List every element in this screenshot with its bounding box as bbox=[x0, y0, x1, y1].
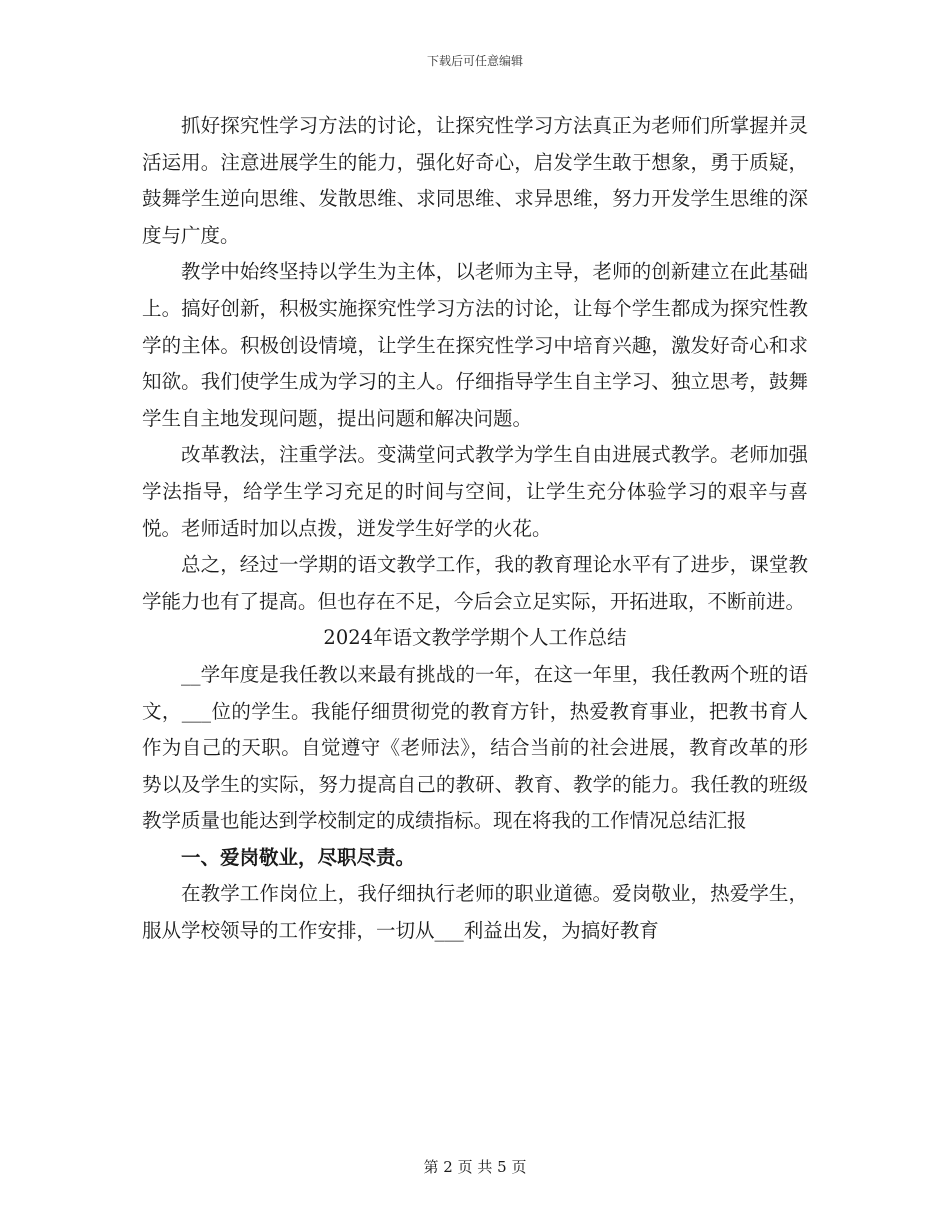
page-header: 下载后可任意编辑 bbox=[426, 54, 523, 68]
page-footer: 第 2 页 共 5 页 bbox=[423, 1158, 527, 1176]
body-paragraph: 在教学工作岗位上，我仔细执行老师的职业道德。爱岗敬业，热爱学生，服从学校领导的工作安排，一切从___利益出发，为搞好教育 bbox=[142, 882, 808, 943]
body-paragraph: 教学中始终坚持以学生为主体，以老师为主导，老师的创新建立在此基础上。搞好创新，积极实施探究性学习方法的讨论，让每个学生都成为探究性教学的主体。积极创设情境，让学生在探究性学习中培育兴趣，激发好奇心和求知欲。我们使学生成为学习的主人。仔细指导学生自主学习、独立思考，鼓舞学生自主地发现问题，提出问题和解决问题。 bbox=[142, 260, 808, 430]
document-body bbox=[142, 108, 808, 950]
body-paragraph: 抓好探究性学习方法的讨论，让探究性学习方法真正为老师们所掌握并灵活运用。注意进展学生的能力，强化好奇心，启发学生敢于想象，勇于质疑，鼓舞学生逆向思维、发散思维、求同思维、求异思维，努力开发学生思维的深度与广度。 bbox=[142, 114, 808, 247]
body-paragraph: 改革教法，注重学法。变满堂问式教学为学生自由进展式教学。老师加强学法指导，给学生学习充足的时间与空间，让学生充分体验学习的艰辛与喜悦。老师适时加以点拨，迸发学生好学的火花。 bbox=[142, 443, 808, 540]
body-paragraph: 总之，经过一学期的语文教学工作，我的教育理论水平有了进步，课堂教学能力也有了提高。但也存在不足，今后会立足实际，开拓进取，不断前进。 bbox=[142, 553, 808, 613]
section-subheading: 一、爱岗敬业，尽职尽责。 bbox=[181, 845, 416, 869]
section-title: 2024年语文教学学期个人工作总结 bbox=[323, 626, 627, 650]
body-paragraph: __学年度是我任教以来最有挑战的一年，在这一年里，我任教两个班的语文，___位的学生。我能仔细贯彻党的教育方针，热爱教育事业，把教书育人作为自己的天职。自觉遵守《老师法》，结合当前的社会进展，教育改革的形势以及学生的实际，努力提高自己的教研、教育、教学的能力。我任教的班级教学质量也能达到学校制定的成绩指标。现在将我的工作情况总结汇报 bbox=[142, 662, 808, 833]
